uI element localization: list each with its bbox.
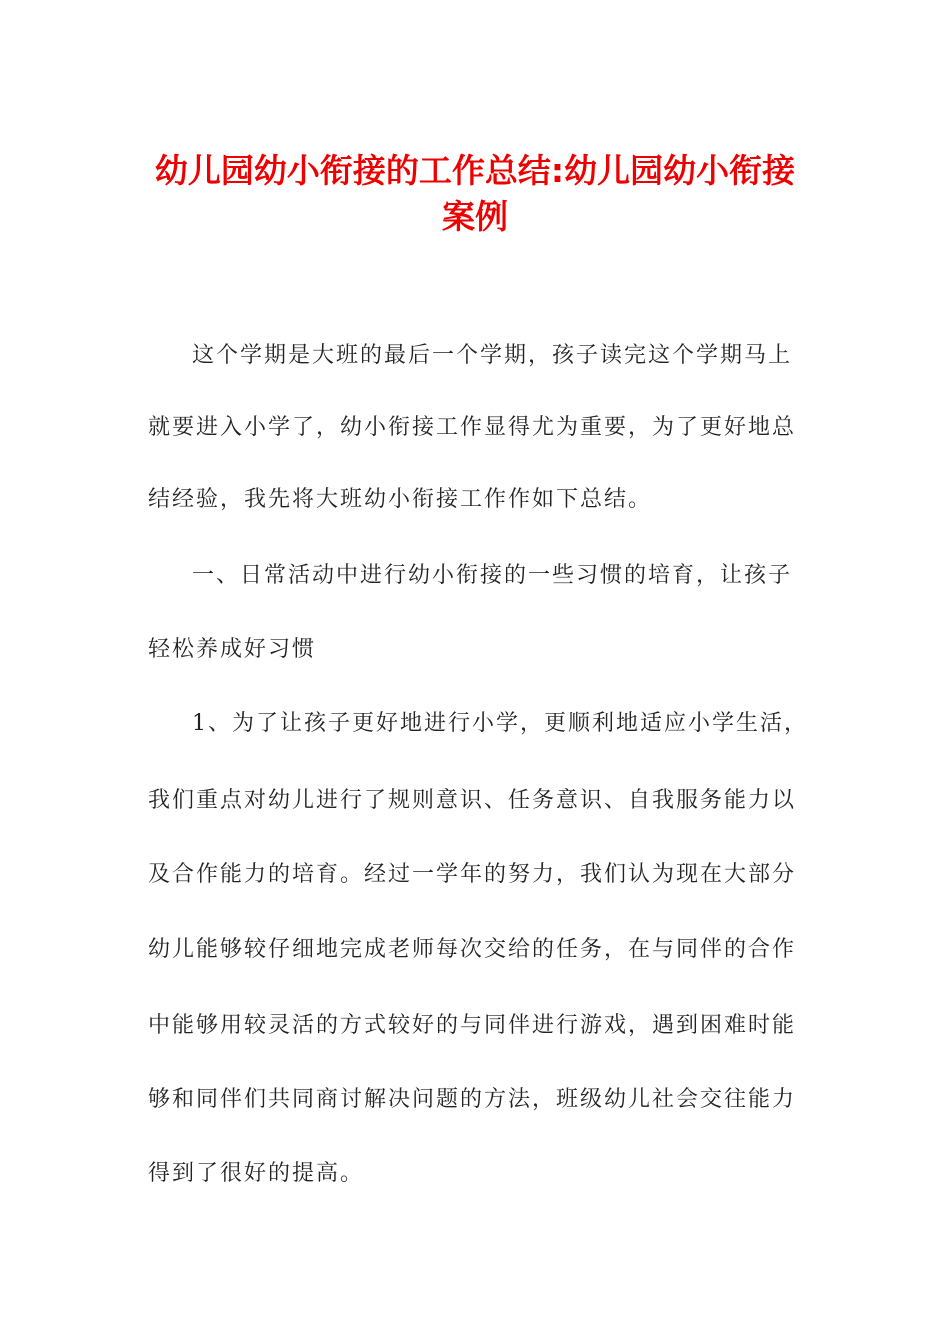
paragraph-2-line-2: 轻松养成好习惯 (148, 637, 317, 662)
paragraph-3-line-1: 1、为了让孩子更好地进行小学，更顺利地适应小学生活， (192, 711, 808, 736)
paragraph-3-line-5: 中能够用较灵活的方式较好的与同伴进行游戏，遇到困难时能 (148, 1013, 797, 1038)
paragraph-3-line-4: 幼儿能够较仔细地完成老师每次交给的任务，在与同伴的合作 (148, 937, 797, 962)
document-title (120, 148, 830, 240)
paragraph-3-line-2: 我们重点对幼儿进行了规则意识、任务意识、自我服务能力以 (148, 788, 797, 813)
paragraph-3-line-3: 及合作能力的培育。经过一学年的努力，我们认为现在大部分 (148, 862, 797, 887)
paragraph-1-line-3: 结经验，我先将大班幼小衔接工作作如下总结。 (148, 487, 653, 512)
paragraph-1-line-1: 这个学期是大班的最后一个学期，孩子读完这个学期马上 (192, 343, 793, 368)
paragraph-2-line-1: 一、日常活动中进行幼小衔接的一些习惯的培育，让孩子 (192, 563, 793, 588)
paragraph-3-line-7: 得到了很好的提高。 (148, 1161, 365, 1186)
paragraph-1-line-2: 就要进入小学了，幼小衔接工作显得尤为重要，为了更好地总 (148, 415, 797, 440)
title-line-2: 案例 (442, 197, 508, 236)
title-line-1: 幼儿园幼小衔接的工作总结:幼儿园幼小衔接 (154, 151, 796, 190)
paragraph-3-line-6: 够和同伴们共同商讨解决问题的方法，班级幼儿社会交往能力 (148, 1087, 797, 1112)
